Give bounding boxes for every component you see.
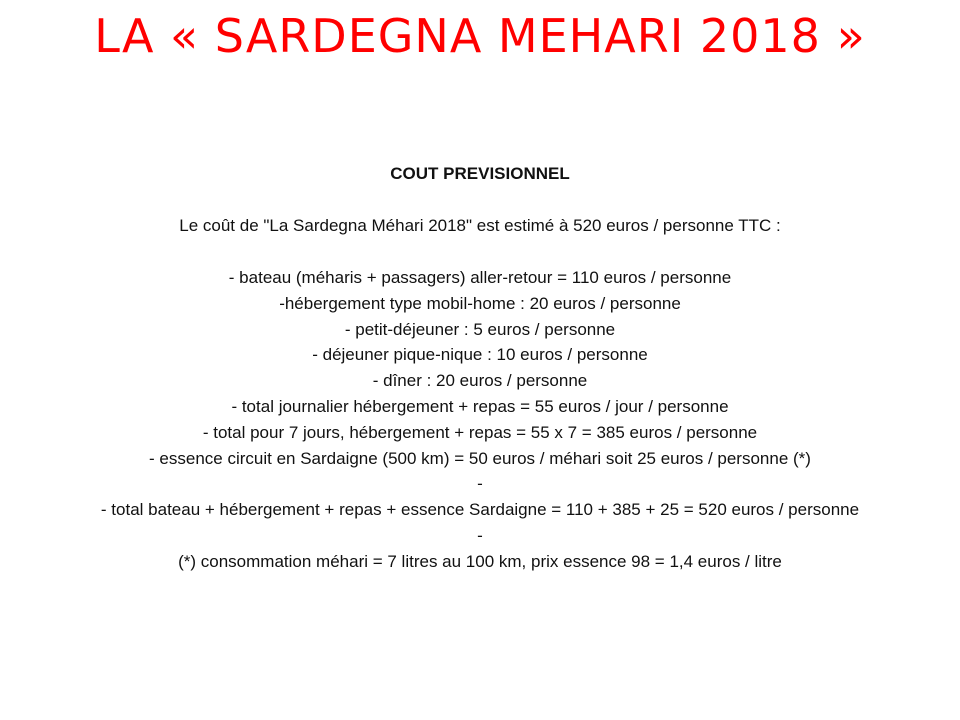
cost-line-lunch: - déjeuner pique-nique : 10 euros / personne <box>312 345 648 365</box>
cost-line-lodging: -hébergement type mobil-home : 20 euros / personne <box>279 293 681 313</box>
cost-line-grand-total: - total bateau + hébergement + repas + essence Sardaigne = 110 + 385 + 25 = 520 euros / personne <box>100 500 860 520</box>
section-heading: COUT PREVISIONNEL <box>390 164 570 183</box>
cost-line-dinner: - dîner : 20 euros / personne <box>372 371 588 391</box>
separator-dash: - <box>477 525 483 545</box>
cost-line-fuel: - essence circuit en Sardaigne (500 km) = 50 euros / méhari soit 25 euros / personne (*) <box>149 448 811 468</box>
cost-line-breakfast: - petit-déjeuner : 5 euros / personne <box>344 319 616 339</box>
footnote: (*) consommation méhari = 7 litres au 100 km, prix essence 98 = 1,4 euros / litre <box>178 551 782 571</box>
cost-content <box>0 161 960 575</box>
cost-line-daily-total: - total journalier hébergement + repas = 55 euros / jour / personne <box>231 396 729 416</box>
cost-line-week-total: - total pour 7 jours, hébergement + repas = 55 x 7 = 385 euros / personne <box>202 422 758 442</box>
intro-text: Le coût de "La Sardegna Méhari 2018" est estimé à 520 euros / personne TTC : <box>179 216 781 235</box>
separator-dash: - <box>477 474 483 494</box>
cost-line-boat: - bateau (méharis + passagers) aller-retour = 110 euros / personne <box>228 268 732 287</box>
slide-title: LA « SARDEGNA MEHARI 2018 » <box>94 9 866 63</box>
